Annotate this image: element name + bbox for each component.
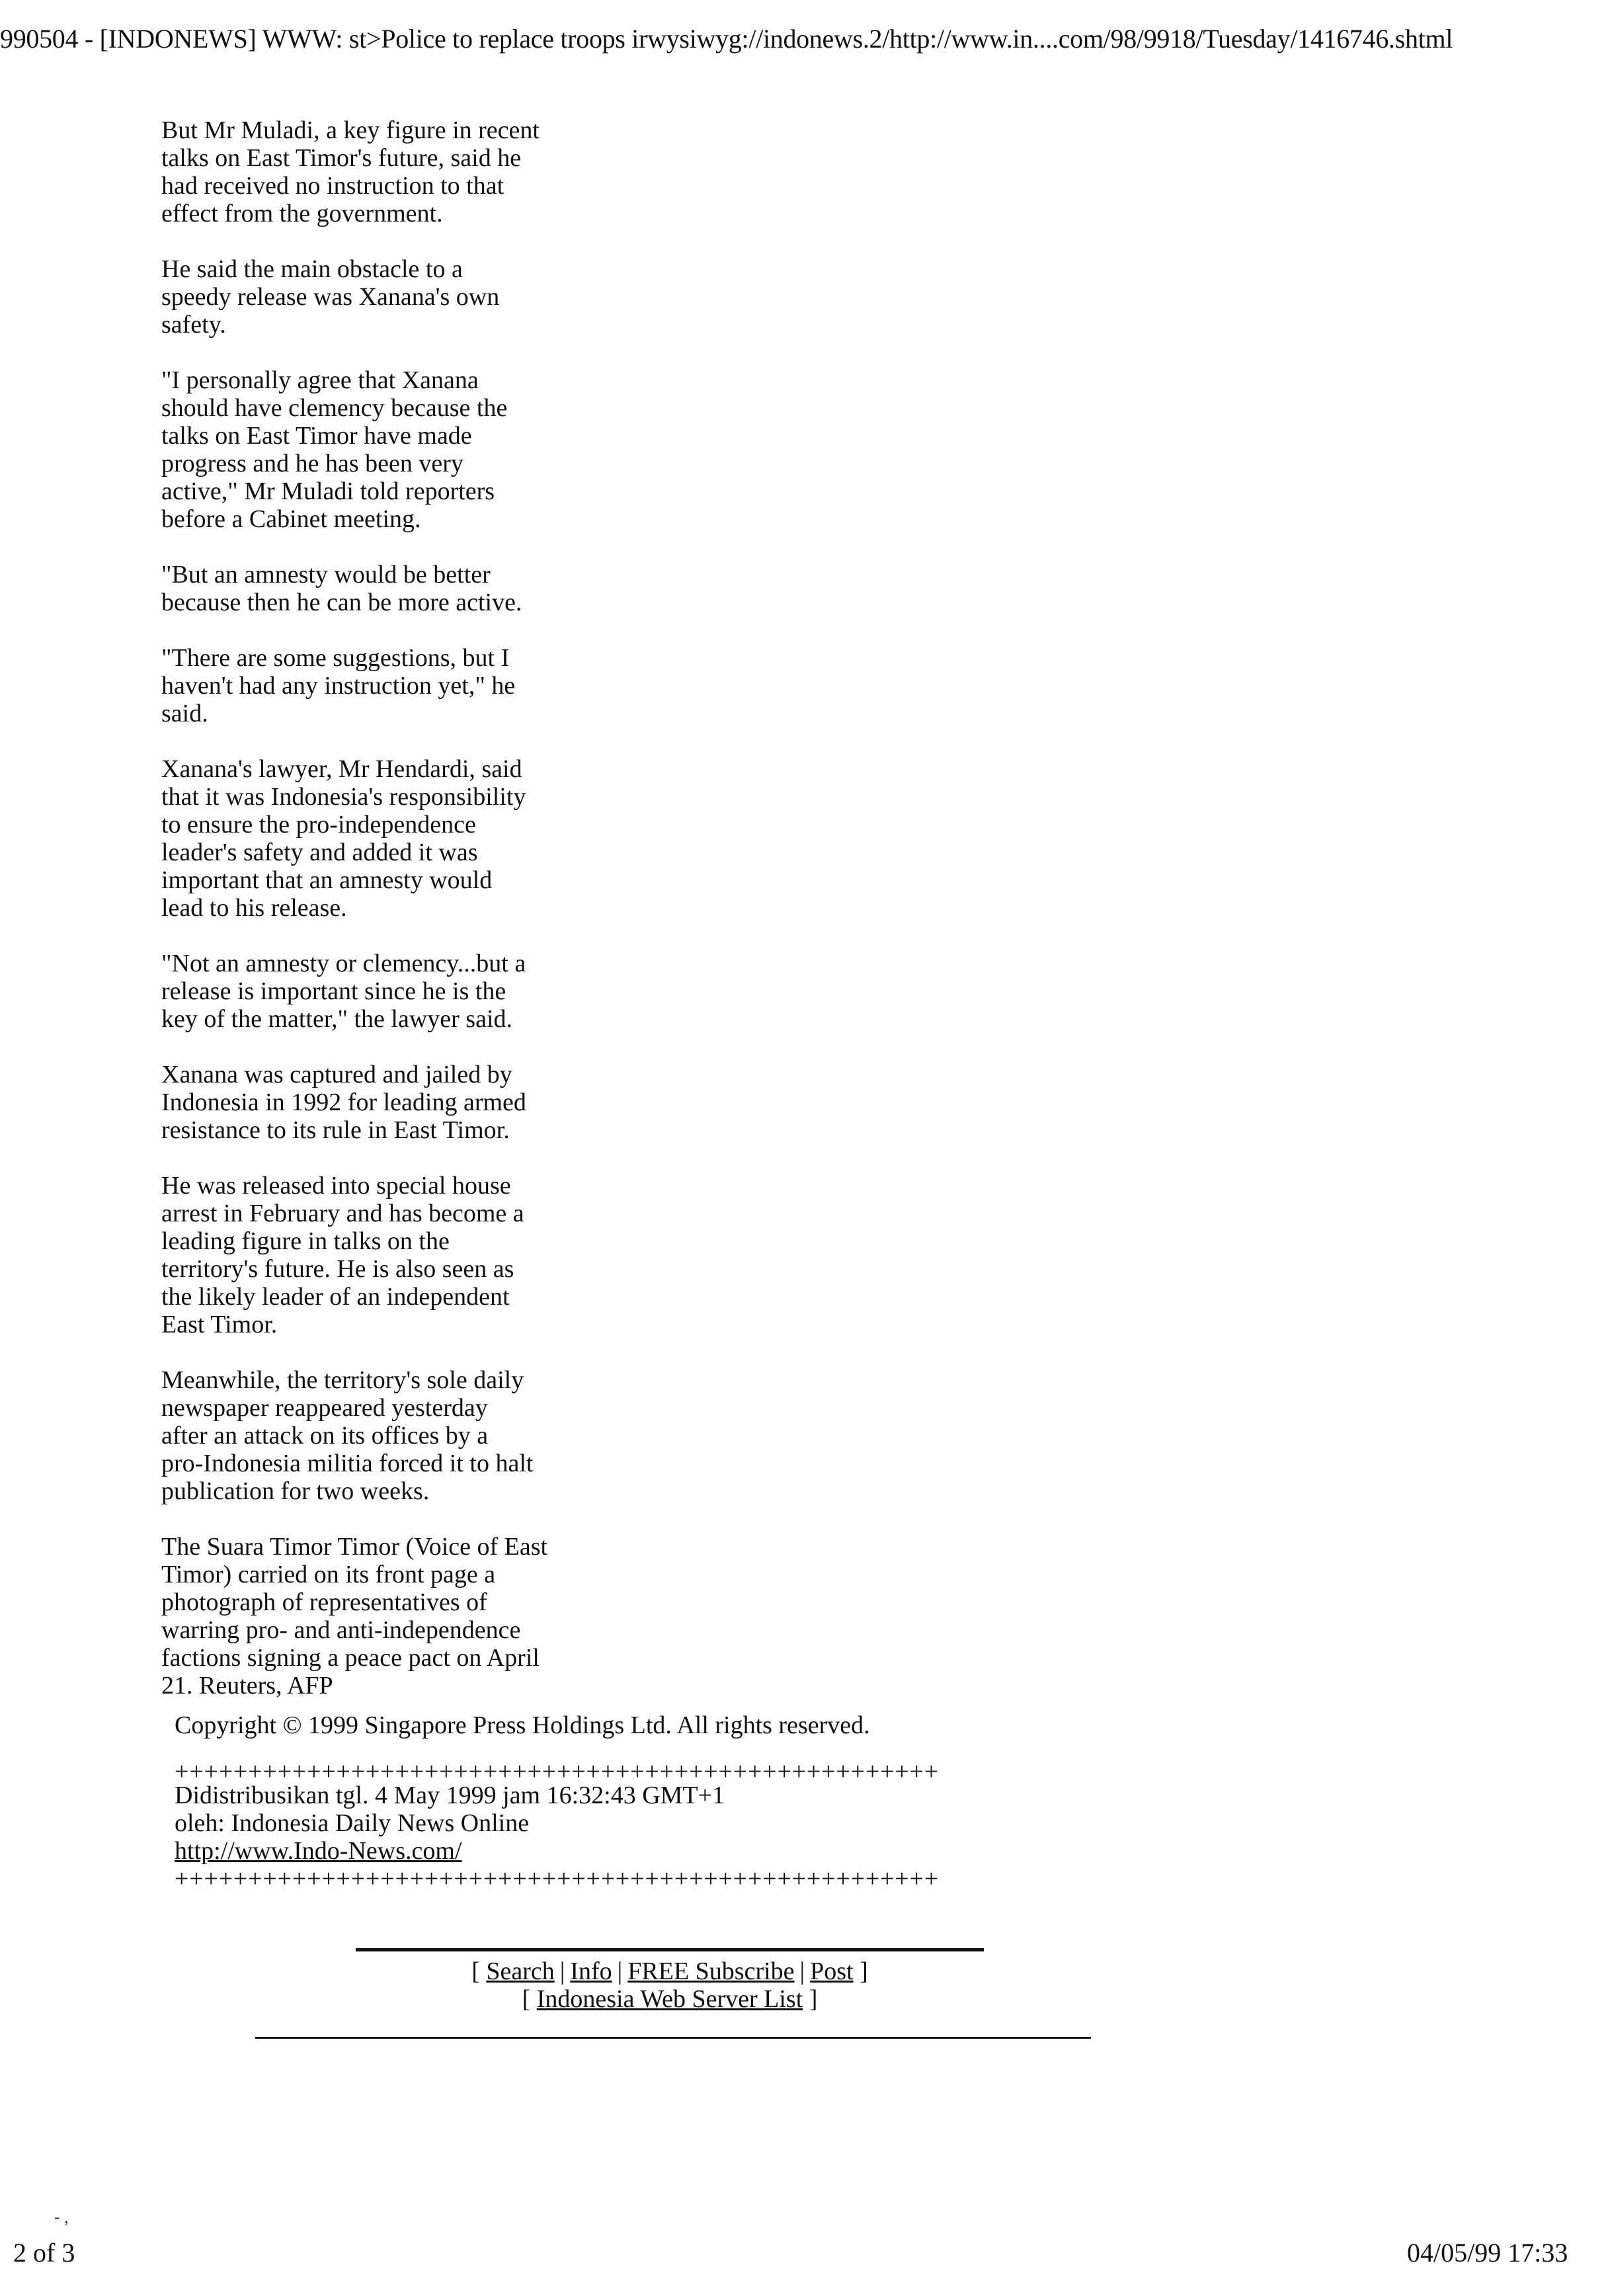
scan-marks: - ,: [54, 2207, 69, 2227]
article-paragraph: He said the main obstacle to a speedy release was Xanana's own safety.: [161, 255, 500, 339]
print-header-url: 990504 - [INDONEWS] WWW: st>Police to replace troops irwysiwyg://indonews.2/http://www.in....com/98/9918/Tuesday/1416746.shtml: [0, 24, 1453, 54]
copyright-notice: Copyright © 1999 Singapore Press Holdings Ltd. All rights reserved.: [175, 1711, 870, 1739]
horizontal-rule-bottom: [255, 2037, 1091, 2039]
footer-nav-row-1: [356, 1957, 984, 1985]
footer-nav: [356, 1957, 984, 2013]
page-number: 2 of 3: [13, 2238, 75, 2268]
web-server-list-link[interactable]: Indonesia Web Server List: [536, 1985, 803, 2013]
distribution-source: oleh: Indonesia Daily News Online: [175, 1809, 530, 1837]
article-paragraph: "There are some suggestions, but I haven't had any instruction yet," he said.: [161, 644, 516, 727]
article-paragraph: Meanwhile, the territory's sole daily newspaper reappeared yesterday after an attack on its offices by a pro-Indonesia militia forced it to halt publication for two weeks.: [161, 1366, 534, 1505]
nav-bracket-open: [: [522, 1985, 531, 2013]
nav-separator: |: [617, 1957, 623, 1985]
article-paragraph: "I personally agree that Xanana should have clemency because the talks on East Timor have made progress and he has been very active," Mr Muladi told reporters before a Cabinet meeting.: [161, 366, 508, 533]
article-paragraph: "But an amnesty would be better because then he can be more active.: [161, 561, 522, 616]
info-link[interactable]: Info: [570, 1957, 612, 1985]
nav-separator: |: [799, 1957, 805, 1985]
article-paragraph: The Suara Timor Timor (Voice of East Timor) carried on its front page a photograph of representatives of warring pro- and anti-independence factions signing a peace pact on April 21. Reuters, AFP: [161, 1533, 548, 1700]
search-link[interactable]: Search: [486, 1957, 555, 1985]
post-link[interactable]: Post: [810, 1957, 854, 1985]
nav-bracket-close: ]: [860, 1957, 868, 1985]
article-body: [161, 116, 664, 1727]
article-paragraph: Xanana was captured and jailed by Indonesia in 1992 for leading armed resistance to its rule in East Timor.: [161, 1061, 526, 1144]
indo-news-link[interactable]: http://www.Indo-News.com/: [175, 1837, 462, 1865]
separator-top: ++++++++++++++++++++++++++++++++++++++++++++++++++++: [175, 1762, 939, 1782]
free-subscribe-link[interactable]: FREE Subscribe: [627, 1957, 795, 1985]
nav-separator: |: [559, 1957, 565, 1985]
footer-nav-row-2: [356, 1985, 984, 2013]
article-paragraph: But Mr Muladi, a key figure in recent talks on East Timor's future, said he had received no instruction to that effect from the government.: [161, 116, 540, 227]
article-paragraph: Xanana's lawyer, Mr Hendardi, said that it was Indonesia's responsibility to ensure the pro-independence leader's safety and added it was important that an amnesty would lead to his release.: [161, 755, 526, 922]
nav-bracket-open: [: [471, 1957, 480, 1985]
distribution-date: Didistribusikan tgl. 4 May 1999 jam 16:32:43 GMT+1: [175, 1782, 725, 1809]
article-paragraph: He was released into special house arrest in February and has become a leading figure in talks on the territory's future. He is also seen as the likely leader of an independent East Timor.: [161, 1172, 524, 1338]
distribution-block: [175, 1762, 939, 1893]
separator-bottom: ++++++++++++++++++++++++++++++++++++++++++++++++++++: [175, 1865, 939, 1893]
horizontal-rule-top: [356, 1948, 984, 1951]
print-timestamp: 04/05/99 17:33: [1407, 2238, 1568, 2268]
article-paragraph: "Not an amnesty or clemency...but a release is important since he is the key of the matter," the lawyer said.: [161, 950, 526, 1033]
nav-bracket-close: ]: [809, 1985, 818, 2013]
